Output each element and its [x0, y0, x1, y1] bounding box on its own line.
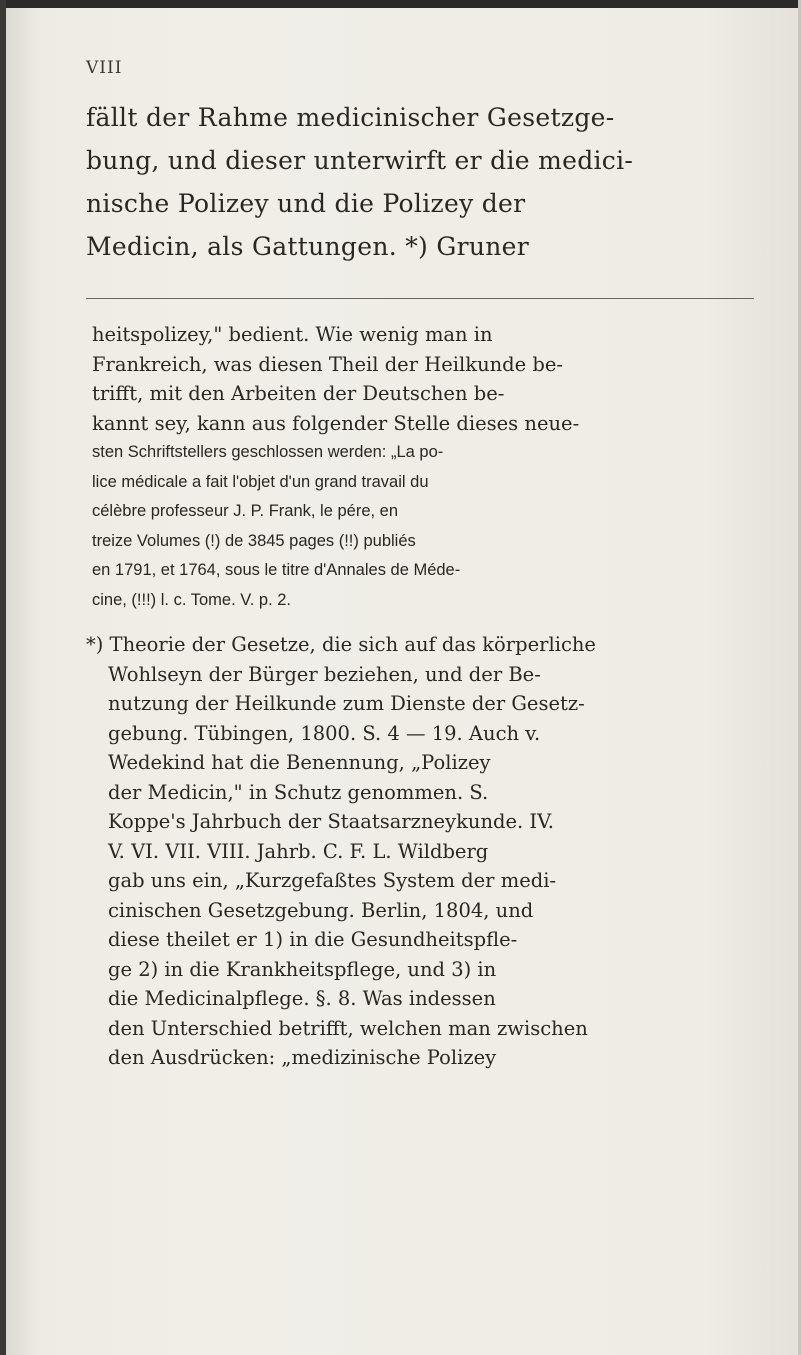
text-line-french: treize Volumes (!) de 3845 pages (!!) publiés: [92, 531, 416, 550]
page-binding-shadow: [0, 0, 6, 1355]
text-line-french: en 1791, et 1764, sous le titre d'Annales de Méde-: [92, 561, 461, 579]
footnote-line: die Medicinalpflege. §. 8. Was indessen: [108, 987, 496, 1010]
footnote-separator-rule: [86, 298, 754, 299]
footnote-line: *) Theorie der Gesetze, die sich auf das körperliche: [86, 633, 596, 656]
footnote-line: V. VI. VII. VIII. Jahrb. C. F. L. Wildberg: [108, 839, 489, 863]
footnote-line: ge 2) in die Krankheitspflege, und 3) in: [108, 957, 497, 981]
footnote-line: cinischen Gesetzgebung. Berlin, 1804, und: [108, 898, 534, 922]
footnote-line: den Unterschied betrifft, welchen man zwischen: [108, 1016, 588, 1040]
text-line-french: célèbre professeur J. P. Frank, le pére, en: [92, 502, 399, 520]
footnote-line: nutzung der Heilkunde zum Dienste der Gesetz-: [108, 692, 585, 715]
text-line: nische Polizey und die Polizey der: [86, 189, 526, 218]
footnote-line: Koppe's Jahrbuch der Staatsarzneykunde. IV.: [108, 810, 554, 833]
text-line-french: cine, (!!!) l. c. Tome. V. p. 2.: [92, 590, 291, 609]
continued-footnote: [92, 320, 752, 615]
text-line: kannt sey, kann aus folgender Stelle dieses neue-: [92, 411, 580, 435]
text-line: Medicin, als Gattungen. *) Gruner: [86, 232, 529, 261]
footnote-line: Wohlseyn der Bürger beziehen, und der Be-: [108, 662, 541, 686]
page-top-shadow: [0, 0, 801, 8]
footnote-line: gab uns ein, „Kurzgefaßtes System der medi-: [108, 869, 557, 892]
footnote-line: Wedekind hat die Benennung, „Polizey: [108, 751, 491, 774]
text-line: trifft, mit den Arbeiten der Deutschen be-: [92, 382, 505, 405]
main-paragraph: [86, 96, 754, 268]
footnote-line: gebung. Tübingen, 1800. S. 4 — 19. Auch v.: [108, 721, 541, 745]
footnote-line: den Ausdrücken: „medizinische Polizey: [108, 1046, 497, 1069]
page-number: VIII: [86, 58, 123, 78]
text-line-french: lice médicale a fait l'objet d'un grand travail du: [92, 472, 429, 491]
footnote-line: diese theilet er 1) in die Gesundheitspfle-: [108, 928, 518, 951]
footnote-line: der Medicin," in Schutz genommen. S.: [108, 780, 489, 804]
footnote: [86, 630, 754, 1073]
text-line: heitspolizey," bedient. Wie wenig man in: [92, 323, 493, 346]
text-line: fällt der Rahme medicinischer Gesetzge-: [86, 103, 615, 132]
text-line-french: sten Schriftstellers geschlossen werden: „La po-: [92, 443, 444, 461]
text-line: bung, und dieser unterwirft er die medici-: [86, 146, 634, 175]
text-line: Frankreich, was diesen Theil der Heilkunde be-: [92, 352, 564, 376]
